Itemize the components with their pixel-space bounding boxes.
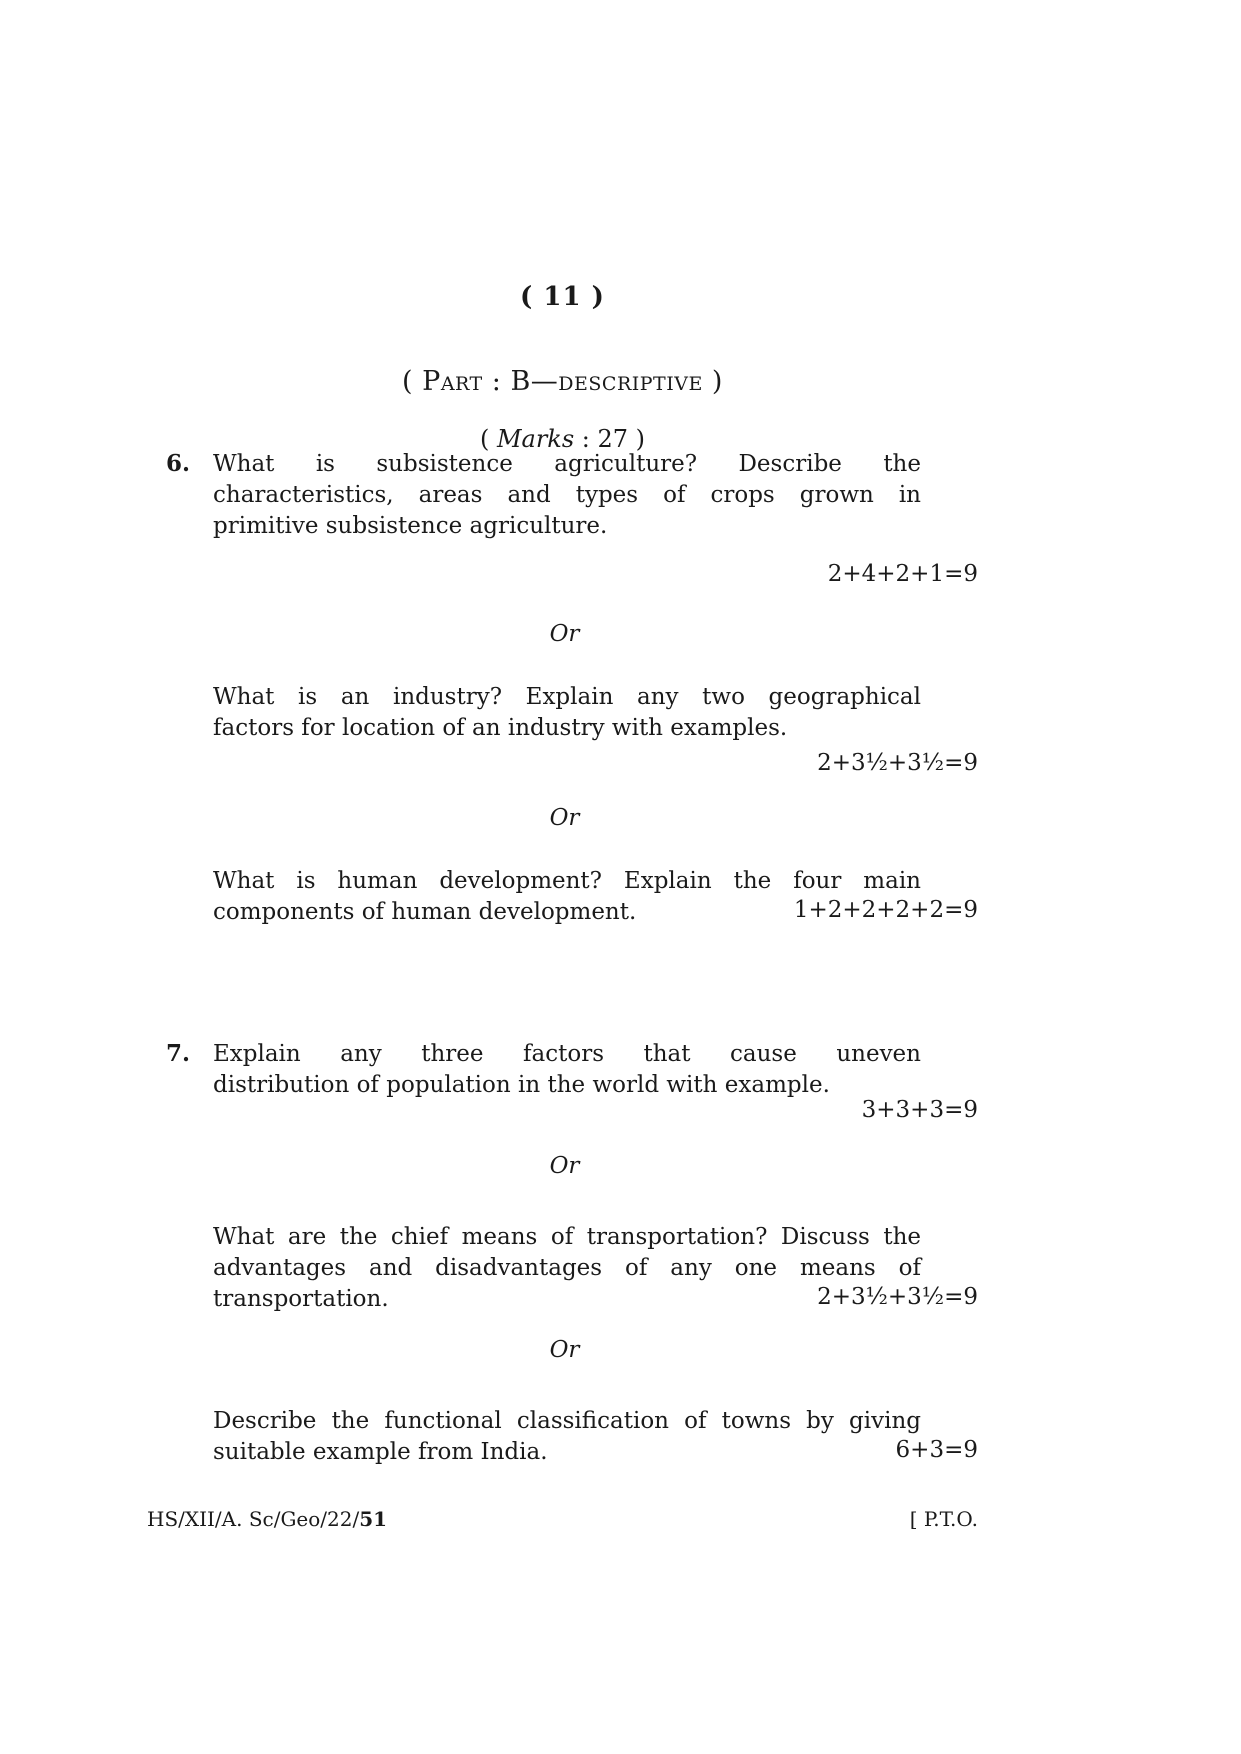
paper-code-prefix: HS/XII/A. Sc/Geo/22/ — [147, 1507, 360, 1531]
question-7-option-2 — [213, 1222, 921, 1315]
or-divider: Or — [549, 805, 580, 831]
text-line: Explain any three factors that cause uneven — [213, 1041, 921, 1067]
or-divider: Or — [549, 1153, 580, 1179]
question-6-option-2-marks: 2+3½+3½=9 — [817, 750, 978, 776]
question-7-option-1 — [213, 1039, 921, 1101]
text-line: primitive subsistence agriculture. — [213, 513, 608, 539]
marks-label: Marks — [496, 425, 575, 453]
question-7-option-3 — [213, 1406, 921, 1468]
text-line: What are the chief means of transportation? Discuss the — [213, 1224, 921, 1250]
question-6-option-1 — [213, 449, 921, 542]
question-6-option-1-marks: 2+4+2+1=9 — [827, 561, 978, 587]
text-line: transportation. — [213, 1286, 389, 1312]
question-6-option-2 — [213, 682, 921, 744]
text-line: factors for location of an industry with examples. — [213, 715, 788, 741]
text-line: characteristics, areas and types of crops grown in — [213, 482, 921, 508]
part-heading: ( Part : B—descriptive ) — [402, 366, 723, 397]
paper-code-number: 51 — [359, 1507, 388, 1531]
pto-label: [ P.T.O. — [909, 1507, 978, 1531]
text-line: advantages and disadvantages of any one means of — [213, 1255, 921, 1281]
paper-code — [147, 1507, 387, 1531]
question-6-number: 6. — [166, 450, 191, 477]
text-line: components of human development. — [213, 899, 637, 925]
question-7-option-1-marks: 3+3+3=9 — [861, 1097, 978, 1123]
text-line: What is an industry? Explain any two geographical — [213, 684, 921, 710]
text-line: What is subsistence agriculture? Describe the — [213, 451, 921, 477]
question-6-option-3-marks: 1+2+2+2+2=9 — [793, 897, 978, 923]
question-7-option-3-marks: 6+3=9 — [895, 1437, 978, 1463]
text-line: distribution of population in the world with example. — [213, 1072, 830, 1098]
or-divider: Or — [549, 621, 580, 647]
or-divider: Or — [549, 1337, 580, 1363]
marks-value: : 27 ) — [574, 425, 646, 453]
text-line: Describe the functional classification of towns by giving — [213, 1408, 921, 1434]
question-7-option-2-marks: 2+3½+3½=9 — [817, 1284, 978, 1310]
page-number: ( 11 ) — [520, 282, 605, 312]
question-7-number: 7. — [166, 1040, 191, 1067]
text-line: suitable example from India. — [213, 1439, 548, 1465]
text-line: What is human development? Explain the four main — [213, 868, 921, 894]
marks-prefix: ( — [479, 425, 497, 453]
